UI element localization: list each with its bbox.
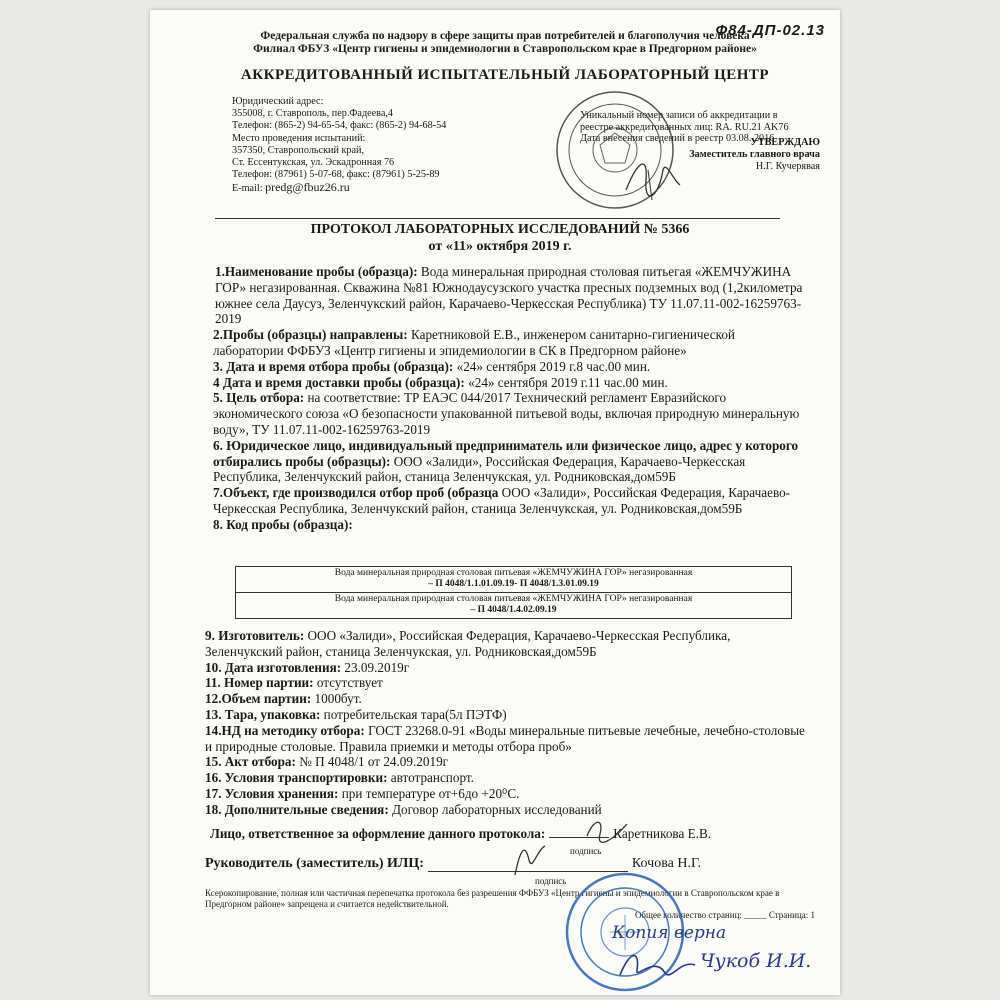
section-8: 8. Код пробы (образца): [213, 516, 353, 532]
certify-signature-icon [615, 945, 700, 985]
protocol-date: от «11» октября 2019 г. [428, 239, 572, 254]
section-4: 4 Дата и время доставки пробы (образца): «24» сентября 2019 г.11 час.00 мин. [213, 374, 668, 390]
section-13: 13. Тара, упаковка: потребительская тара(5л ПЭТФ) [205, 706, 507, 722]
header-agency: Федеральная служба по надзору в сфере защиты прав потребителей и благополучия человека [260, 30, 750, 42]
approve-position: Заместитель главного врача [689, 148, 820, 160]
header-lab-center: АККРЕДИТОВАННЫЙ ИСПЫТАТЕЛЬНЫЙ ЛАБОРАТОРНЫЙ ЦЕНТР [240, 67, 770, 83]
sample-code-table [235, 566, 792, 619]
code-sample-number: – П 4048/1.4.02.09.19 [470, 605, 557, 615]
responsible-signature-icon [582, 816, 632, 846]
section-9: 9. Изготовитель: ООО «Залиди», Российская Федерация, Карачаево-Черкесская Республика, Зеленчукский район, станица Зеленчукская, ул. Родниковская,дом59Б [205, 628, 731, 659]
section-7: 7.Объект, где производился отбор проб (образца ООО «Залиди», Российская Федерация, Карачаево-Черкесская Республика, Зеленчукский район, станица Зеленчукская, ул. Родниковская,дом59Б [213, 485, 791, 516]
accreditation-line2: реестре аккредитованных лиц: RA. RU.21 AK76 [580, 121, 789, 133]
legal-address: 355008, г. Ставрополь, пер.Фадеева,4 [232, 108, 394, 120]
email-label: E-mail: [232, 183, 263, 195]
protocol-sections-continued [205, 628, 805, 818]
responsible-label: Лицо, ответственное за оформление данного протокола: [210, 826, 546, 841]
section-10: 10. Дата изготовления: 23.09.2019г [205, 659, 410, 675]
copy-certified-handwriting: Копия верна [612, 923, 727, 943]
section-18: 18. Дополнительные сведения: Договор лабораторных исследований [205, 801, 602, 817]
header-branch: Филиал ФБУЗ «Центр гигиены и эпидемиологии в Ставропольском крае в Предгорном районе» [253, 43, 757, 55]
accreditation-line1: Уникальный номер записи об аккредитации в [580, 110, 778, 121]
test-address-line1: 357350, Ставропольский край, [232, 144, 365, 156]
section-5: 5. Цель отбора: на соответствие: ТР ЕАЭС 044/2017 Технический регламент Евразийского экономического союза «О безопасности упакованной питьевой воды, включая природную минеральную воду», ТУ 11.07.11-002-16259763-2019 [213, 390, 800, 437]
section-6: 6. Юридическое лицо, индивидуальный предприниматель или физическое лицо, адрес у которого отбирались пробы (образцы): ООО «Залиди», Российская Федерация, Карачаево-Черкесская Республика, Зеленчукский район, станица Зеленчукская, ул. Родниковская,дом59Б [213, 437, 799, 485]
address-block [232, 96, 572, 196]
code-sample-name: Вода минеральная природная столовая питьевая «ЖЕМЧУЖИНА ГОР» негазированная [334, 594, 693, 604]
section-11: 11. Номер партии: отсутствует [205, 675, 383, 691]
head-signature-icon [505, 840, 555, 880]
section-1: 1.Наименование пробы (образца): Вода минеральная природная столовая питьегая «ЖЕМЧУЖИНА ГОР» негазированная. Скважина №81 Южнодаусузского участка пресных подземных вод (1,2километра южнее села Даусуз, Зеленчукский район, Карачаево-Черкесская Республика) ТУ 11.07.11-002-16259763-2019 [215, 264, 803, 327]
head-name: Кочова Н.Г. [631, 856, 701, 871]
document-code: Ф84-ДП-02.13 [715, 22, 825, 39]
protocol-title: ПРОТОКОЛ ЛАБОРАТОРНЫХ ИССЛЕДОВАНИЙ № 5366 [310, 222, 690, 237]
test-place-label: Место проведения испытаний: [232, 132, 366, 144]
section-17: 17. Условия хранения: при температуре от+6до +20⁰С. [205, 785, 520, 801]
approve-name: Н.Г. Кучерявая [755, 160, 820, 172]
title-divider [215, 218, 780, 219]
email-link[interactable]: predg@fbuz26.ru [265, 180, 350, 195]
approval-signature-icon [618, 150, 688, 205]
responsible-signature-caption: подпись [570, 846, 602, 856]
section-12: 12.Объем партии: 1000бут. [205, 691, 362, 707]
responsible-name: Каретникова Е.В. [613, 826, 712, 841]
copy-restriction-note: Ксерокопирование, полная или частичная перепечатка протокола без разрешения ФФБУЗ «Центр гигиены и эпидемиологии в Ставропольском крае в Предгорном районе» запрещена и считается недействительной. [205, 888, 780, 909]
code-sample-name: Вода минеральная природная столовая питьевая «ЖЕМЧУЖИНА ГОР» негазированная [334, 568, 693, 578]
legal-phone: Телефон: (865-2) 94-65-54, факс: (865-2) 94-68-54 [232, 120, 447, 132]
accreditation-line3: Дата внесения сведений в реестр 03.08. 2016 [580, 133, 775, 144]
section-16: 16. Условия транспортировки: автотранспорт. [205, 770, 474, 786]
approve-label: УТВЕРЖДАЮ [750, 137, 820, 148]
section-3: 3. Дата и время отбора пробы (образца): «24» сентября 2019 г.8 час.00 мин. [213, 358, 651, 374]
table-row [236, 567, 791, 593]
section-2: 2.Пробы (образцы) направлены: Каретниковой Е.В., инженером санитарно-гигиенической лаборатории ФФБУЗ «Центр гигиены и эпидемиологии в СК в Предгорном районе» [213, 327, 735, 358]
table-row [236, 593, 791, 618]
legal-address-label: Юридический адрес: [232, 96, 324, 107]
section-14: 14.НД на методику отбора: ГОСТ 23268.0-91 «Воды минеральные питьевые лечебные, лечебно-столовые и природные столовые. Правила приемки и методы отбора проб» [205, 722, 805, 754]
code-sample-number: – П 4048/1.1.01.09.19- П 4048/1.3.01.09.19 [428, 579, 599, 589]
section-15: 15. Акт отбора: № П 4048/1 от 24.09.2019г [205, 754, 449, 770]
test-phone: Телефон: (87961) 5-07-68, факс: (87961) 5-25-89 [232, 169, 440, 181]
test-address-line2: Ст. Ессентукская, ул. Эскадронная 76 [232, 157, 395, 169]
page-count: Общее количество страниц: _____ Страница: 1 [634, 910, 815, 920]
head-signature-caption: подпись [535, 876, 567, 886]
certifier-name-handwriting: Чукоб И.И. [700, 950, 812, 972]
protocol-sections [205, 264, 805, 533]
head-label: Руководитель (заместитель) ИЛЦ: [205, 856, 424, 871]
